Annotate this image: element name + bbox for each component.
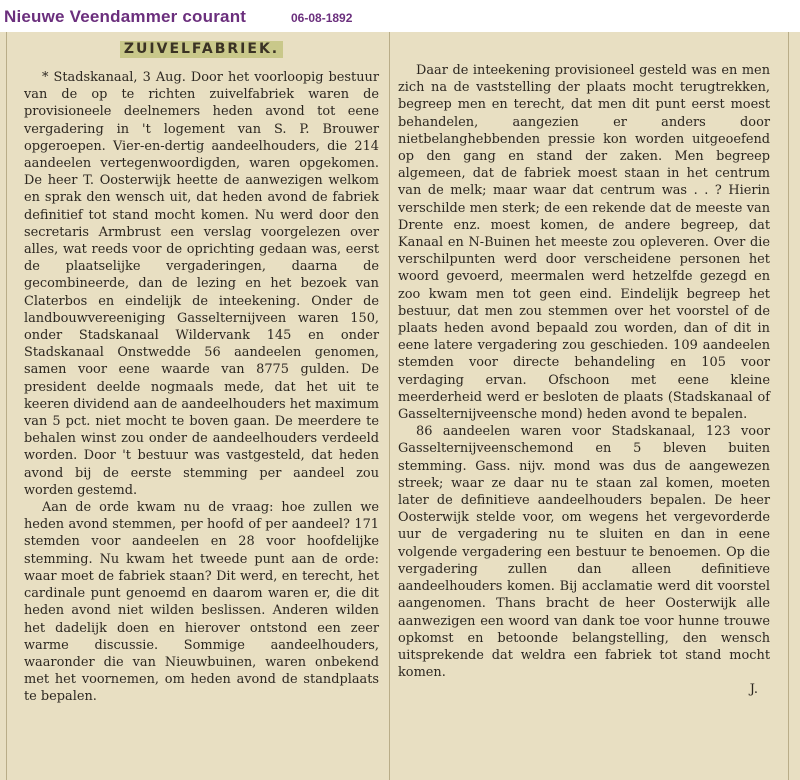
left-column bbox=[24, 32, 379, 780]
left-edge-rule bbox=[6, 32, 7, 780]
publication-title: Nieuwe Veendammer courant bbox=[4, 7, 247, 26]
article-paragraph: 86 aandeelen waren voor Stadskanaal, 123 voor Gasselternijveenschemond en 5 bleven buiten stemming. Gass. nijv. mond was dus de aangewezen streek; waar ze daar nu te staan zal komen, moeten later de definitieve aandeelhouders bepalen. De heer Oosterwijk stelde voor, om wegens het vergevorderde uur de vergadering nu te sluiten en dan in eene volgende vergadering een bestuur te benoemen. Op die vergadering zullen dan alleen definitieve aandeelhouders komen. Bij acclamatie werd dit voorstel aangenomen. Thans bracht de heer Oosterwijk alle aanwezigen een woord van dank toe voor hunne trouwe opkomst en betoonde belangstelling, den wensch uitsprekende dat weldra een fabriek tot stand mocht komen. bbox=[398, 424, 770, 681]
page-header bbox=[0, 0, 800, 34]
article-signature: J. bbox=[749, 682, 758, 698]
column-divider bbox=[389, 32, 390, 780]
article-paragraph: Daar de inteekening provisioneel gesteld was en men zich na de vaststelling der plaats mocht terugtrekken, begreep men en terecht, dat men dit punt eerst moest behandelen, aangezien er anders door nietbelanghebbenden pressie kon worden uitgeoefend op den gang en stand der zaken. Men begreep algemeen, dat de fabriek moest staan in het centrum van de melk; maar waar dat centrum was . . ? Hierin verschilde men sterk; de een rekende dat de meeste van Drente enz. moest komen, de andere begreep, dat Kanaal en N-Buinen het meeste zou opleveren. Over die verschilpunten werd door verscheidene personen het woord gevoerd, meermalen werd hetzelfde gezegd en zoo kwam men tot geen eind. Eindelijk begreep het bestuur, dat men zou stemmen over het voorstel of de plaats heden avond bepaald zou worden, dan of dit in eene latere vergadering zou geschieden. 109 aandeelen stemden voor directe behandeling en 105 voor verdaging ervan. Ofschoon met eene kleine meerderheid werd er besloten de plaats (Stadskanaal of Gasselternijveensche mond) heden avond te bepalen. bbox=[398, 63, 770, 423]
publication-date: 06-08-1892 bbox=[291, 11, 353, 25]
right-column-body bbox=[398, 32, 770, 699]
article-headline: ZUIVELFABRIEK. bbox=[120, 41, 283, 58]
headline-wrap bbox=[24, 32, 379, 67]
right-edge-rule bbox=[788, 32, 789, 780]
newspaper-clipping bbox=[0, 32, 800, 780]
article-paragraph: Aan de orde kwam nu de vraag: hoe zullen we heden avond stemmen, per hoofd of per aandeel? 171 stemden voor aandeelen en 28 voor hoofdelijke stemming. Nu kwam het tweede punt aan de orde: waar moet de fabriek staan? Dit werd, en terecht, het cardinale punt genoemd en daarom waren er, die dit heden avond niet wilden beslissen. Anderen wilden het dadelijk doen en hierover ontstond een zeer warme discussie. Sommige aandeelhouders, waaronder die van Nieuwbuinen, waren onbekend met het voornemen, om heden avond de standplaats te bepalen. bbox=[24, 500, 379, 705]
right-column bbox=[398, 32, 770, 780]
article-paragraph: * Stadskanaal, 3 Aug. Door het voorloopig bestuur van de op te richten zuivelfabriek waren de provisioneele deelnemers heden avond tot eene vergadering in 't logement van S. P. Brouwer opgeroepen. Vier-en-dertig aandeelhouders, die 214 aandeelen vertegenwoordigden, waren opgekomen. De heer T. Oosterwijk heette de aanwezigen welkom en sprak den wensch uit, dat heden avond de fabriek definitief tot stand mocht komen. Nu werd door den secretaris Armbrust een verslag voorgelezen over alles, wat reeds voor de oprichting gedaan was, eerst de plaatselijke vergaderingen, daarna de gecombineerde, dan de lezing en het bezoek van Claterbos en eindelijk de inteekening. Onder de landbouwvereeniging Gasselternijveen waren 150, onder Stadskanaal Wildervank 145 en onder Stadskanaal Onstwedde 56 aandeelen genomen, samen voor eene waarde van 8775 gulden. De president deelde nogmaals mede, dat het uit te keeren dividend aan de aandeelhouders het maximum van 5 pct. niet mocht te boven gaan. De meerdere te behalen winst zou onder de aandeelhouders verdeeld worden. Door 't bestuur was vastgesteld, dat heden avond bij de eerste stemming per aandeel zou worden gestemd. bbox=[24, 70, 380, 498]
left-column-body bbox=[24, 67, 379, 706]
